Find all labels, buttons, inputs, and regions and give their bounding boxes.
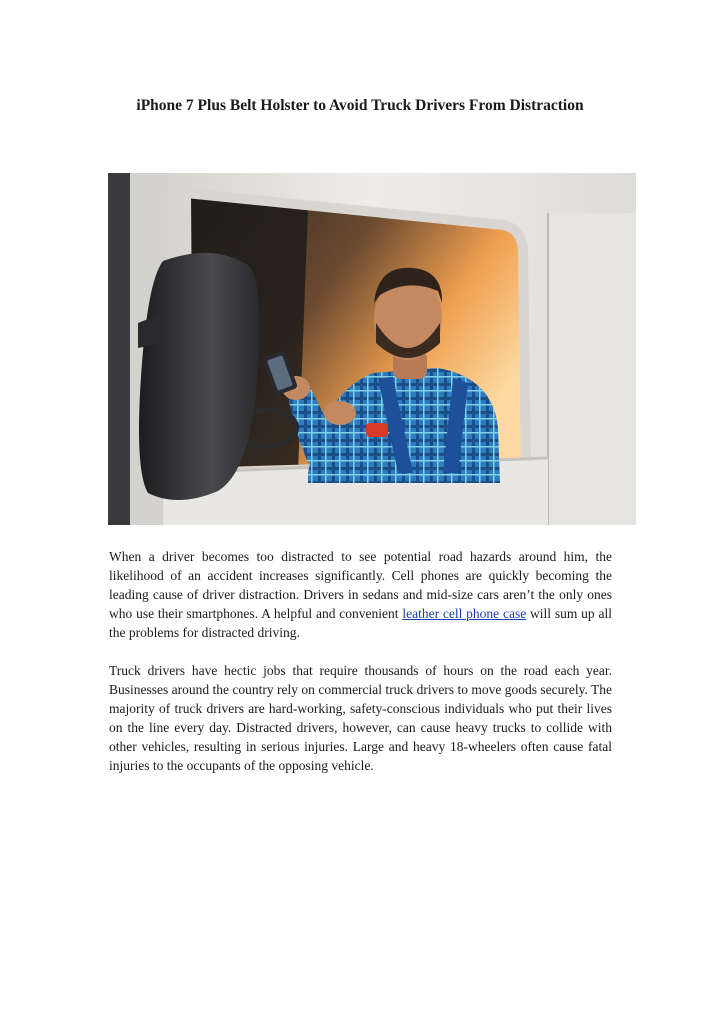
- paragraph-intro-text-end: will sum up all the problems for distracted driving.: [109, 606, 612, 640]
- paragraph-intro: [109, 547, 612, 642]
- truck-driver-photo: [108, 173, 636, 525]
- paragraph-intro-text: When a driver becomes too distracted to see potential road hazards around him, the likelihood of an accident increases significantly. Cell phones are quickly becoming the leading cause of driver distraction. Drivers in sedans and mid-size cars aren’t the only ones who use their smartphones. A helpful and convenient: [109, 549, 612, 621]
- paragraph-truck-drivers: Truck drivers have hectic jobs that require thousands of hours on the road each year. Businesses around the country rely on commercial truck drivers to move goods securely. The majority of truck drivers are hard-working, safety-conscious individuals who put their lives on the line every day. Distracted drivers, however, can cause heavy trucks to collide with other vehicles, resulting in serious injuries. Large and heavy 18-wheelers often cause fatal injuries to the occupants of the opposing vehicle.: [109, 663, 612, 773]
- leather-cell-phone-case-link[interactable]: leather cell phone case: [402, 606, 527, 621]
- document-title: iPhone 7 Plus Belt Holster to Avoid Truck Drivers From Distraction: [136, 97, 584, 114]
